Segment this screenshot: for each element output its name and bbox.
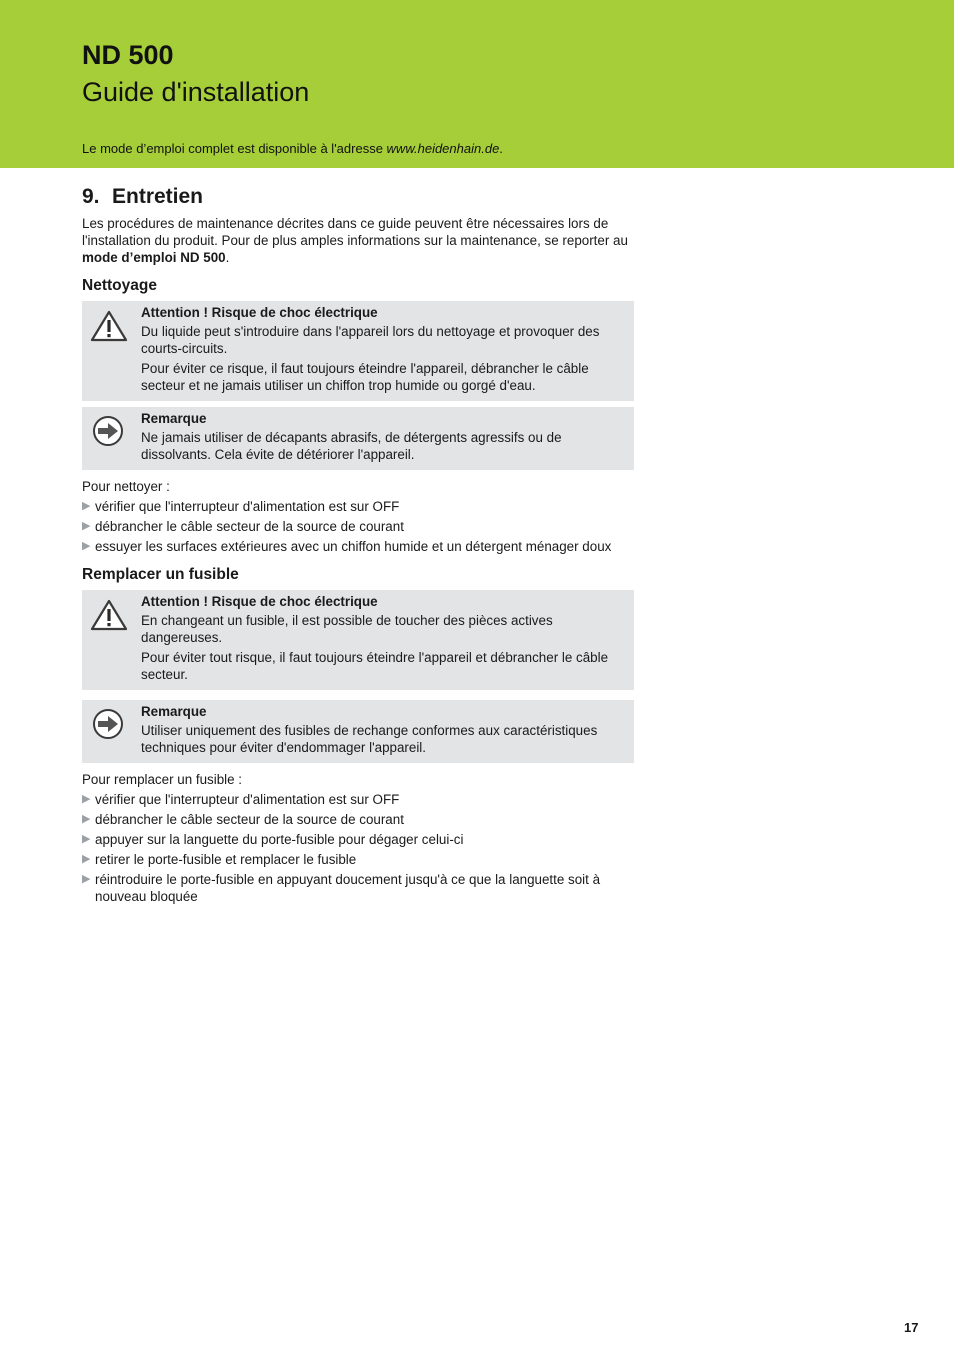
list-item: ▶ appuyer sur la languette du porte-fusible pour dégager celui-ci bbox=[82, 832, 464, 847]
fuse-warning-box bbox=[82, 590, 634, 690]
website-link[interactable]: www.heidenhain.de bbox=[386, 141, 500, 156]
note-title: Remarque bbox=[141, 411, 207, 426]
cleaning-note-box bbox=[82, 407, 634, 470]
fuse-heading: Remplacer un fusible bbox=[82, 566, 239, 583]
fuse-steps bbox=[82, 791, 634, 905]
warning-text: En changeant un fusible, il est possible de toucher des pièces actives dangereuses. bbox=[141, 613, 553, 645]
triangle-bullet-icon: ▶ bbox=[82, 540, 91, 552]
list-item: ▶ débrancher le câble secteur de la source de courant bbox=[82, 812, 404, 827]
triangle-bullet-icon: ▶ bbox=[82, 853, 91, 865]
note-text: Ne jamais utiliser de décapants abrasifs, de détergents agressifs ou de dissolvants. Cela évite de détériorer l'appareil. bbox=[141, 430, 562, 462]
list-item: ▶ débrancher le câble secteur de la source de courant bbox=[82, 519, 404, 534]
list-item: ▶ vérifier que l'interrupteur d'alimentation est sur OFF bbox=[82, 792, 400, 807]
intro-end: . bbox=[225, 250, 230, 265]
list-item: ▶ essuyer les surfaces extérieures avec un chiffon humide et un détergent ménager doux bbox=[82, 539, 612, 554]
section-number: 9. bbox=[82, 185, 100, 208]
arrow-right-circle-icon bbox=[90, 708, 128, 742]
intro-text: Les procédures de maintenance décrites dans ce guide peuvent être nécessaires lors de l'installation du produit. Pour de plus amples informations sur la maintenance, se reporter au bbox=[82, 216, 628, 248]
note-prefix: Le mode d’emploi complet est disponible à l'adresse bbox=[82, 141, 387, 156]
cleaning-heading: Nettoyage bbox=[82, 277, 157, 294]
section-title: Entretien bbox=[112, 185, 204, 208]
warning-text: Pour éviter tout risque, il faut toujours éteindre l'appareil et débrancher le câble secteur. bbox=[141, 650, 609, 682]
warning-text: Pour éviter ce risque, il faut toujours éteindre l'appareil, débrancher le câble secteur et ne jamais utiliser un chiffon trop humide ou gorgé d'eau. bbox=[141, 361, 589, 393]
list-item: ▶ vérifier que l'interrupteur d'alimentation est sur OFF bbox=[82, 499, 400, 514]
manual-reference: mode d’emploi ND 500 bbox=[82, 250, 226, 265]
note-suffix: . bbox=[499, 141, 503, 156]
cleaning-steps-intro: Pour nettoyer : bbox=[82, 479, 170, 494]
cleaning-warning-box bbox=[82, 301, 634, 401]
note-text: Utiliser uniquement des fusibles de rechange conformes aux caractéristiques techniques pour éviter d'endommager l'appareil. bbox=[141, 723, 598, 755]
triangle-bullet-icon: ▶ bbox=[82, 520, 91, 532]
manual-availability-note bbox=[82, 141, 503, 156]
triangle-bullet-icon: ▶ bbox=[82, 793, 91, 805]
warning-title: Attention ! Risque de choc électrique bbox=[141, 305, 378, 320]
fuse-steps-intro: Pour remplacer un fusible : bbox=[82, 772, 243, 787]
triangle-bullet-icon: ▶ bbox=[82, 500, 91, 512]
list-item: ▶ retirer le porte-fusible et remplacer le fusible bbox=[82, 852, 357, 867]
triangle-bullet-icon: ▶ bbox=[82, 813, 91, 825]
warning-title: Attention ! Risque de choc électrique bbox=[141, 594, 378, 609]
fuse-note-box bbox=[82, 700, 634, 763]
header-banner bbox=[0, 0, 954, 168]
cleaning-steps bbox=[82, 498, 634, 555]
page-number: 17 bbox=[904, 1320, 919, 1335]
list-item: ▶ réintroduire le porte-fusible en appuyant doucement jusqu'à ce que la languette soit à nouveau bloquée bbox=[82, 872, 601, 904]
product-title: ND 500 bbox=[82, 40, 174, 70]
triangle-bullet-icon: ▶ bbox=[82, 833, 91, 845]
main-content bbox=[82, 184, 634, 908]
arrow-right-circle-icon bbox=[90, 415, 128, 449]
triangle-bullet-icon: ▶ bbox=[82, 873, 91, 885]
warning-text: Du liquide peut s'introduire dans l'appareil lors du nettoyage et provoquer des courts-circuits. bbox=[141, 324, 600, 356]
warning-triangle-icon bbox=[90, 598, 128, 632]
section-intro bbox=[82, 215, 634, 266]
document-subtitle: Guide d'installation bbox=[82, 77, 310, 107]
note-title: Remarque bbox=[141, 704, 207, 719]
warning-triangle-icon bbox=[90, 309, 128, 343]
section-heading bbox=[82, 184, 634, 210]
